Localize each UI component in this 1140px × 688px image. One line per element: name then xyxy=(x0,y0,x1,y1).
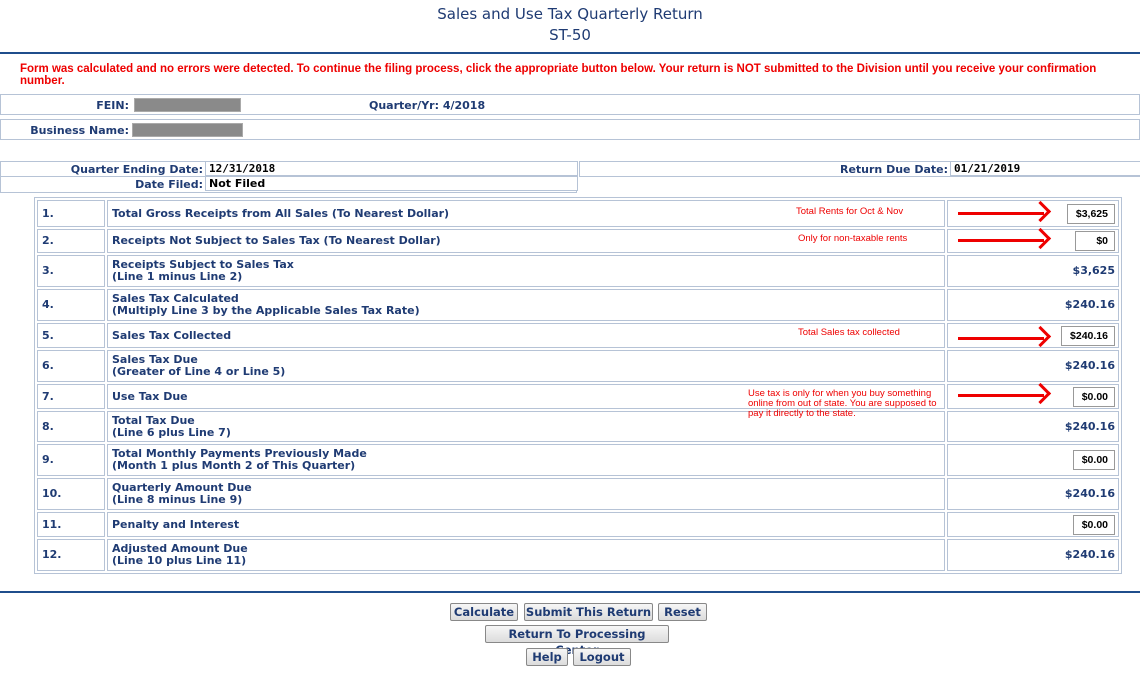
line-number: 4. xyxy=(37,289,105,321)
amount-input[interactable]: $0.00 xyxy=(1073,450,1115,470)
table-row xyxy=(37,255,1119,287)
business-name-redacted xyxy=(132,123,243,137)
line-description-sub: (Line 1 minus Line 2) xyxy=(112,270,243,283)
line-number: 8. xyxy=(37,411,105,442)
amount-input[interactable]: $0 xyxy=(1075,231,1115,251)
quarter-ending-row xyxy=(0,161,577,177)
amount-input[interactable]: $0.00 xyxy=(1073,387,1115,407)
line-description-main: Adjusted Amount Due xyxy=(112,542,248,555)
business-name-label: Business Name: xyxy=(30,124,129,137)
fein-row xyxy=(0,94,1140,115)
line-description xyxy=(107,444,945,476)
line-description-sub: (Line 8 minus Line 9) xyxy=(112,493,243,506)
line-description xyxy=(107,255,945,287)
top-divider xyxy=(0,52,1140,54)
form-code: ST-50 xyxy=(549,26,591,44)
arrow-line5-icon xyxy=(958,337,1044,340)
table-row xyxy=(37,444,1119,476)
fein-label: FEIN: xyxy=(96,99,129,112)
quarter-ending-value: 12/31/2018 xyxy=(205,161,578,176)
line-number: 1. xyxy=(37,200,105,227)
return-due-value: 01/21/2019 xyxy=(950,161,1140,176)
table-row xyxy=(37,384,1119,409)
table-row xyxy=(37,411,1119,442)
table-row xyxy=(37,478,1119,510)
line-amount-cell xyxy=(947,444,1119,476)
line-amount-cell xyxy=(947,512,1119,537)
amount-value: $240.16 xyxy=(1064,359,1115,372)
annotation-line2: Only for non-taxable rents xyxy=(798,233,908,244)
line-description-main: Penalty and Interest xyxy=(112,517,240,531)
table-row xyxy=(37,200,1119,227)
amount-input[interactable]: $0.00 xyxy=(1073,515,1115,535)
amount-value: $240.16 xyxy=(1064,487,1115,500)
help-button[interactable]: Help xyxy=(526,648,568,666)
line-description-main: Use Tax Due xyxy=(112,389,188,403)
table-row xyxy=(37,323,1119,348)
annotation-line5: Total Sales tax collected xyxy=(798,327,900,338)
date-filed-label: Date Filed: xyxy=(135,178,203,191)
line-amount-cell xyxy=(947,411,1119,442)
line-description-sub: (Multiply Line 3 by the Applicable Sales Tax Rate) xyxy=(112,304,420,317)
table-row xyxy=(37,350,1119,382)
line-number: 10. xyxy=(37,478,105,510)
line-number: 9. xyxy=(37,444,105,476)
line-description-main: Quarterly Amount Due xyxy=(112,481,252,494)
line-number: 6. xyxy=(37,350,105,382)
date-filed-value: Not Filed xyxy=(205,176,578,191)
annotation-line7: Use tax is only for when you buy something online from out of state. You are supposed to pay it directly to the state. xyxy=(748,388,937,419)
line-number: 7. xyxy=(37,384,105,409)
line-description-main: Receipts Subject to Sales Tax xyxy=(112,258,294,271)
line-number: 3. xyxy=(37,255,105,287)
date-filed-row xyxy=(0,177,577,193)
amount-value: $240.16 xyxy=(1064,548,1115,561)
line-description-sub: (Line 6 plus Line 7) xyxy=(112,425,231,439)
amount-value: $240.16 xyxy=(1064,419,1115,433)
fein-redacted xyxy=(134,98,241,112)
amount-value: $240.16 xyxy=(1064,298,1115,311)
line-amount-cell xyxy=(947,539,1119,571)
quarter-label: Quarter/Yr: 4/2018 xyxy=(369,99,486,112)
page-title: Sales and Use Tax Quarterly Return xyxy=(437,5,703,23)
table-row xyxy=(37,512,1119,537)
calculate-button[interactable]: Calculate xyxy=(450,603,518,621)
amount-input[interactable]: $240.16 xyxy=(1061,326,1115,346)
table-row xyxy=(37,289,1119,321)
amount-input[interactable]: $3,625 xyxy=(1067,204,1115,224)
logout-button[interactable]: Logout xyxy=(573,648,631,666)
line-description-sub: (Line 10 plus Line 11) xyxy=(112,554,247,567)
line-amount-cell xyxy=(947,478,1119,510)
line-description-main: Total Tax Due xyxy=(112,413,195,427)
table-row xyxy=(37,229,1119,253)
line-description xyxy=(107,350,945,382)
line-description-main: Sales Tax Due xyxy=(112,353,198,366)
arrow-line2-icon xyxy=(958,239,1044,242)
arrow-line1-icon xyxy=(958,212,1044,215)
return-processing-center-button[interactable]: Return To Processing xyxy=(485,625,669,643)
line-amount-cell xyxy=(947,350,1119,382)
line-description-main: Receipts Not Subject to Sales Tax (To Nearest Dollar) xyxy=(112,234,441,247)
line-amount-cell xyxy=(947,255,1119,287)
reset-button[interactable]: Reset xyxy=(658,603,707,621)
line-description-main: Total Monthly Payments Previously Made xyxy=(112,447,367,460)
line-description-main: Sales Tax Collected xyxy=(112,328,232,342)
line-description xyxy=(107,478,945,510)
line-description xyxy=(107,539,945,571)
business-name-row xyxy=(0,119,1140,140)
line-number: 11. xyxy=(37,512,105,537)
return-due-label: Return Due Date: xyxy=(839,163,948,176)
line-description-sub: (Greater of Line 4 or Line 5) xyxy=(112,365,286,378)
bottom-divider xyxy=(0,591,1140,593)
arrow-line7-icon xyxy=(958,394,1044,397)
line-description xyxy=(107,289,945,321)
return-lines-table xyxy=(34,197,1122,574)
line-description-sub: (Month 1 plus Month 2 of This Quarter) xyxy=(112,459,356,472)
amount-value: $3,625 xyxy=(1072,264,1115,277)
quarter-ending-label: Quarter Ending Date: xyxy=(70,163,203,176)
table-row xyxy=(37,539,1119,571)
line-number: 5. xyxy=(37,323,105,348)
line-amount-cell xyxy=(947,289,1119,321)
line-description-main: Sales Tax Calculated xyxy=(112,292,239,305)
line-description xyxy=(107,512,945,537)
annotation-line1: Total Rents for Oct & Nov xyxy=(796,206,904,217)
line-number: 2. xyxy=(37,229,105,253)
line-description-main: Total Gross Receipts from All Sales (To Nearest Dollar) xyxy=(112,206,450,220)
submit-return-button[interactable]: Submit This Return xyxy=(525,605,652,619)
status-message: Form was calculated and no errors were detected. To continue the filing process, click the appropriate button below. Your return is NOT submitted to the Division until you receive your confirmation number. xyxy=(20,63,1097,87)
line-number: 12. xyxy=(37,539,105,571)
return-due-row xyxy=(579,161,1140,177)
